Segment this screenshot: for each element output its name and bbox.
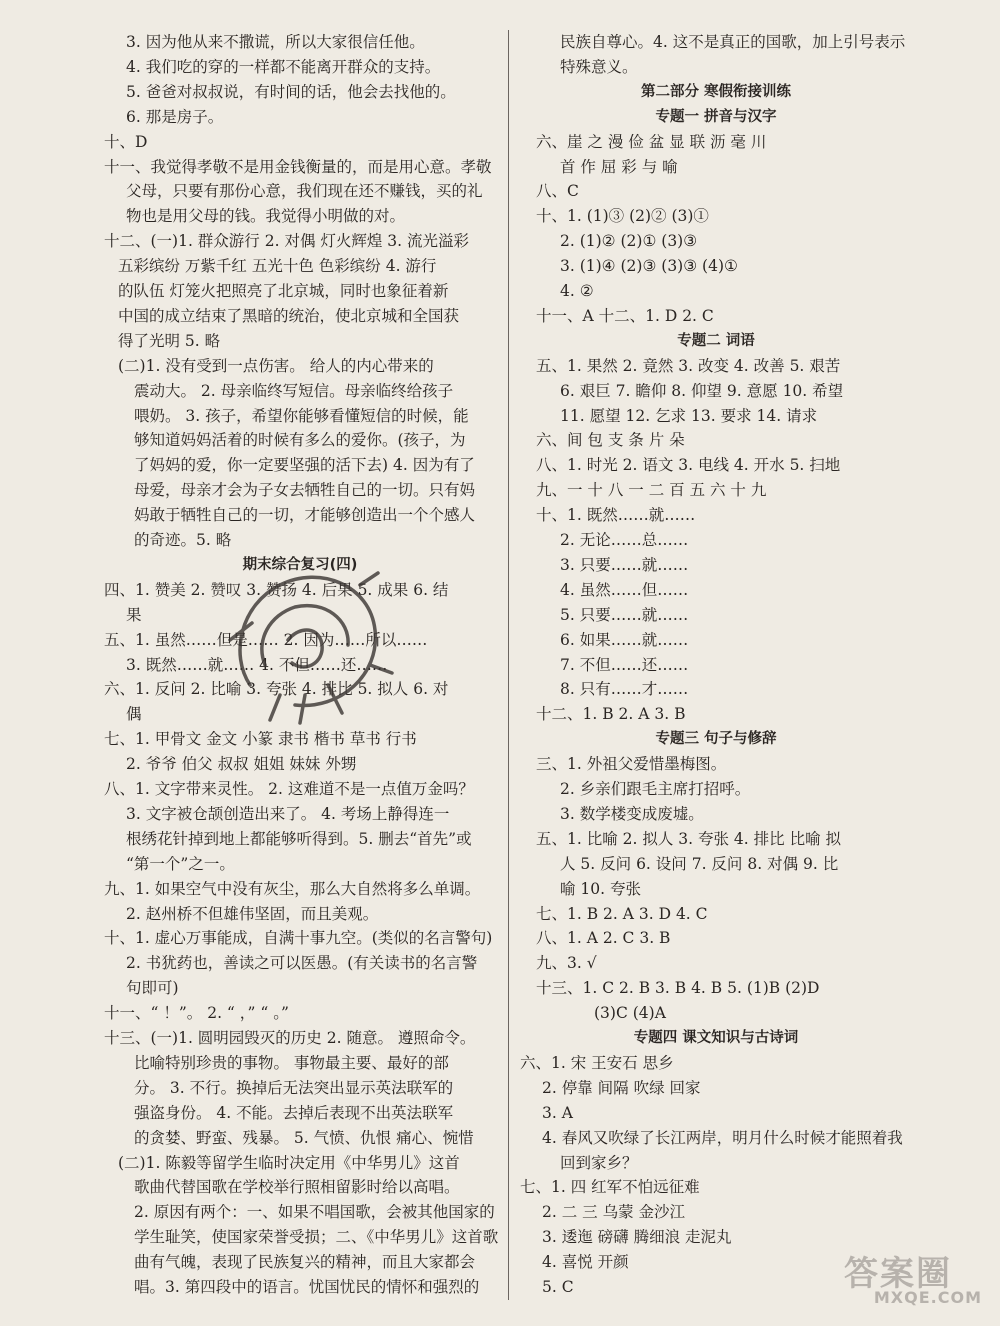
answer-line: 4. 虽然……但……: [560, 580, 689, 599]
answer-line: 五彩缤纷 万紫千红 五光十色 色彩缤纷 4. 游行: [118, 257, 437, 276]
answer-line: 根绣花针掉到地上都能够听得到。5. 删去“首先”或: [126, 829, 472, 848]
answer-line: 十、1. 虚心万事能成，自满十事九空。(类似的名言警句): [104, 929, 493, 948]
answer-line: 果: [126, 605, 142, 624]
answer-line: 偶: [126, 705, 142, 724]
section-heading: 第二部分 寒假衔接训练: [640, 83, 792, 100]
answer-line: 四、1. 赞美 2. 赞叹 3. 赞扬 4. 后果 5. 成果 6. 结: [104, 580, 449, 599]
answer-line: 3. 既然……就…… 4. 不但……还……: [126, 655, 388, 674]
answer-line: 五、1. 比喻 2. 拟人 3. 夸张 4. 排比 比喻 拟: [536, 829, 841, 848]
answer-line: 2. 停靠 间隔 吹绿 回家: [542, 1078, 701, 1097]
answer-line: 七、1. 四 红军不怕远征难: [520, 1178, 700, 1197]
watermark-site: MXQE.COM: [873, 1288, 982, 1307]
answer-line: 6. 艰巨 7. 瞻仰 8. 仰望 9. 意愿 10. 希望: [560, 381, 844, 400]
answer-line: (3)C (4)A: [594, 1004, 666, 1023]
answer-line: “第一个”之一。: [126, 854, 235, 873]
answer-line: 妈敢于牺牲自己的一切，才能够创造出一个个感人: [134, 506, 476, 525]
answer-line: 学生耻笑，使国家荣誉受损；二、《中华男儿》这首歌: [134, 1228, 499, 1247]
answer-line: 震动大。 2. 母亲临终写短信。母亲临终给孩子: [134, 381, 454, 400]
answer-line: 八、1. 时光 2. 语文 3. 电线 4. 开水 5. 扫地: [536, 456, 841, 475]
answer-line: 3. 逶迤 磅礴 腾细浪 走泥丸: [542, 1228, 732, 1247]
answer-line: 4. 我们吃的穿的一样都不能离开群众的支持。: [126, 57, 441, 76]
answer-line: 六、崖 之 漫 俭 盆 显 联 沥 毫 川: [536, 132, 767, 151]
answer-line: 4. 喜悦 开颜: [542, 1253, 629, 1272]
answer-line: 的队伍 灯笼火把照亮了北京城，同时也象征着新: [118, 282, 449, 300]
section-heading: 专题四 课文知识与古诗词: [633, 1030, 799, 1046]
answer-line: 物也是用父母的钱。我觉得小明做的对。: [126, 207, 406, 226]
answer-line: 喂奶。 3. 孩子，希望你能够看懂短信的时候，能: [134, 406, 469, 425]
answer-line: 中国的成立结束了黑暗的统治，使北京城和全国获: [118, 306, 460, 325]
answer-line: 4. 春风又吹绿了长江两岸，明月什么时候才能照着我: [542, 1128, 903, 1147]
watermark-logo-icon: [834, 1246, 982, 1316]
answer-line: 十、1. 既然……就……: [536, 506, 696, 525]
answer-line: 够知道妈妈活着的时候有多么的爱你。(孩子，为: [134, 431, 466, 450]
watermark-chars: 答案圈: [844, 1254, 952, 1294]
answer-line: 3. 文字被仓颉创造出来了。 4. 考场上静得连一: [126, 804, 450, 823]
section-heading: 专题一 拼音与汉字: [655, 108, 777, 125]
answer-line: 分。 3. 不行。换掉后无法突出显示英法联军的: [134, 1078, 454, 1097]
answer-line: 2. 爷爷 伯父 叔叔 姐姐 妹妹 外甥: [126, 755, 357, 774]
circular-stamp-icon: [210, 545, 400, 735]
answer-line: 2. 无论……总……: [560, 531, 689, 549]
answer-line: 11. 愿望 12. 乞求 13. 要求 14. 请求: [560, 406, 818, 425]
section-heading: 期末综合复习(四): [242, 556, 358, 573]
answer-line: 十、1. (1)③ (2)② (3)①: [536, 207, 709, 226]
answer-line: (二)1. 没有受到一点伤害。 给人的内心带来的: [118, 356, 434, 375]
answer-line: 八、1. 文字带来灵性。 2. 这难道不是一点值万金吗？: [104, 780, 474, 798]
answer-line: 5. C: [542, 1278, 574, 1296]
answer-line: 2. 二 三 乌蒙 金沙江: [542, 1203, 685, 1222]
answer-line: 6. 如果……就……: [560, 630, 689, 649]
answer-line: 歌曲代替国歌在学校举行照相留影时给以高唱。: [134, 1178, 460, 1197]
answer-line: 2. 书犹药也，善读之可以医愚。(有关读书的名言警: [126, 954, 478, 973]
answer-line: 首 作 屈 彩 与 喻: [560, 157, 678, 176]
answer-line: 十三、(一)1. 圆明园毁灭的历史 2. 随意。 遵照命令。: [104, 1029, 476, 1047]
answer-line: 喻 10. 夸张: [560, 879, 642, 898]
answer-line: 比喻特别珍贵的事物。 事物最主要、最好的部: [134, 1053, 449, 1072]
answer-line: 十一、A 十二、1. D 2. C: [536, 306, 714, 325]
answer-line: 七、1. B 2. A 3. D 4. C: [536, 904, 708, 923]
answer-line: 父母，只要有那份心意，我们现在还不赚钱，买的礼: [126, 182, 483, 201]
answer-line: 5. 只要……就……: [560, 605, 689, 624]
answer-line: 六、1. 反问 2. 比喻 3. 夸张 4. 排比 5. 拟人 6. 对: [104, 680, 449, 699]
answer-line: 3. A: [542, 1103, 573, 1122]
answer-line: 民族自尊心。4. 这不是真正的国歌，加上引号表示: [560, 33, 906, 51]
answer-line: 3. 只要……就……: [560, 555, 689, 574]
column-divider: [508, 30, 509, 1300]
answer-line: 九、一 十 八 一 二 百 五 六 十 九: [536, 481, 767, 500]
answer-line: 7. 不但……还……: [560, 655, 689, 674]
answer-line: 的贪婪、野蛮、残暴。 5. 气愤、仇恨 痛心、惋惜: [134, 1128, 474, 1147]
answer-line: 2. 乡亲们跟毛主席打招呼。: [560, 780, 751, 798]
answer-line: 七、1. 甲骨文 金文 小篆 隶书 楷书 草书 行书: [104, 730, 417, 749]
answer-line: 3. 数学楼变成废墟。: [560, 804, 704, 823]
answer-line: 五、1. 虽然……但是…… 2. 因为……所以……: [104, 630, 428, 649]
answer-line: 唱。3. 第四段中的语言。忧国忧民的情怀和强烈的: [134, 1278, 480, 1296]
answer-line: 8. 只有……才……: [560, 680, 689, 699]
section-heading: 专题二 词语: [677, 332, 755, 349]
answer-line: 八、1. A 2. C 3. B: [536, 929, 671, 948]
answer-line: 句即可): [126, 979, 179, 998]
answer-line: (二)1. 陈毅等留学生临时决定用《中华男儿》这首: [118, 1153, 460, 1172]
answer-line: 八、C: [536, 182, 579, 201]
answer-line: 回到家乡？: [560, 1153, 638, 1172]
answer-line: 2. 赵州桥不但雄伟坚固，而且美观。: [126, 904, 379, 923]
answer-line: 2. 原因有两个：一、如果不唱国歌，会被其他国家的: [134, 1203, 495, 1222]
answer-line: 五、1. 果然 2. 竟然 3. 改变 4. 改善 5. 艰苦: [536, 356, 841, 375]
answer-line: 六、1. 宋 王安石 思乡: [520, 1053, 674, 1072]
answer-line: 六、间 包 支 条 片 朵: [536, 431, 685, 450]
answer-line: 十、D: [104, 132, 148, 151]
answer-line: 了妈妈的爱，你一定要坚强的活下去) 4. 因为有了: [134, 456, 475, 475]
answer-line: 3. (1)④ (2)③ (3)③ (4)①: [560, 257, 738, 276]
answer-line: 十一、“ ！”。 2. “ ，” “ 。”: [104, 1004, 289, 1023]
answer-line: 3. 因为他从来不撒谎，所以大家很信任他。: [126, 33, 425, 51]
answer-line: 得了光明 5. 略: [118, 331, 221, 350]
answer-line: 九、1. 如果空气中没有灰尘，那么大自然将多么单调。: [104, 879, 481, 898]
answer-line: 5. 爸爸对叔叔说，有时间的话，他会去找他的。: [126, 82, 456, 101]
answer-line: 的奇迹。5. 略: [134, 531, 232, 549]
section-heading: 专题三 句子与修辞: [655, 731, 777, 748]
answer-line: 十一、我觉得孝敬不是用金钱衡量的，而是用心意。孝敬: [104, 157, 492, 176]
answer-line: 曲有气魄，表现了民族复兴的精神，而且大家都会: [134, 1253, 476, 1272]
answer-line: 强盗身份。 4. 不能。去掉后表现不出英法联军: [134, 1103, 454, 1122]
answer-line: 6. 那是房子。: [126, 107, 224, 126]
answer-line: 十三、1. C 2. B 3. B 4. B 5. (1)B (2)D: [536, 979, 820, 998]
answer-line: 十二、1. B 2. A 3. B: [536, 705, 686, 724]
answer-line: 2. (1)② (2)① (3)③: [560, 232, 698, 251]
answer-line: 九、3. √: [536, 954, 597, 973]
answer-line: 4. ②: [560, 282, 594, 300]
answer-line: 人 5. 反问 6. 设问 7. 反问 8. 对偶 9. 比: [560, 854, 839, 873]
answer-line: 母爱，母亲才会为子女去牺牲自己的一切。只有妈: [134, 481, 476, 500]
answer-line: 三、1. 外祖父爱惜墨梅图。: [536, 755, 727, 774]
answer-line: 十二、(一)1. 群众游行 2. 对偶 灯火辉煌 3. 流光溢彩: [104, 232, 470, 251]
answer-line: 特殊意义。: [560, 57, 638, 76]
